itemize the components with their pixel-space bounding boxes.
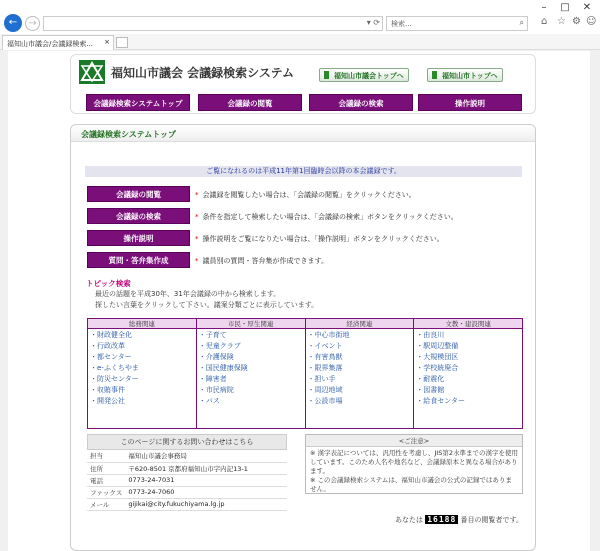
topic-link[interactable]: ・限界集落 bbox=[307, 364, 343, 372]
topic-link[interactable]: ・都センター bbox=[90, 353, 132, 361]
topic-search-title: トピック検索 bbox=[86, 279, 131, 288]
topic-link[interactable]: ・公設市場 bbox=[307, 397, 343, 405]
topic-table bbox=[87, 318, 523, 429]
notice-line-2: ※ この会議録検索システムは、福知山市議会の公式の記録ではありません。 bbox=[310, 476, 512, 493]
notice-line-1: ※ 漢字表記については、汎用性を考慮し、JIS第2水準までの漢字を使用しています。このため人名や地名など、会議録原本と異なる場合があります。 bbox=[310, 449, 518, 475]
search-input[interactable] bbox=[386, 16, 528, 31]
availability-banner: ご覧になれるのは平成11年第1回臨時会以降の本会議録です。 bbox=[85, 166, 522, 177]
address-row bbox=[0, 14, 600, 34]
topic-link[interactable]: ・有害鳥獣 bbox=[307, 353, 343, 361]
menu-search[interactable]: 会議録の検索 bbox=[309, 94, 413, 111]
favorites-icon[interactable]: ☆ bbox=[557, 16, 566, 27]
search-placeholder: 検索... bbox=[391, 20, 412, 28]
forward-button[interactable]: → bbox=[25, 16, 40, 31]
topic-link[interactable]: ・収賄事件 bbox=[90, 386, 125, 394]
council-top-link[interactable]: 福知山市議会トップへ bbox=[319, 68, 409, 82]
topic-link[interactable]: ・開発公社 bbox=[90, 397, 125, 405]
tab-close-icon[interactable]: × bbox=[104, 38, 110, 46]
section-title: 会議録検索システムトップ bbox=[71, 125, 535, 142]
contact-table bbox=[87, 434, 287, 511]
topic-link[interactable]: ・子育て bbox=[198, 331, 227, 339]
close-icon[interactable]: ✕ bbox=[582, 2, 592, 13]
topic-link[interactable]: ・大規模団区 bbox=[416, 353, 459, 361]
tab-current[interactable] bbox=[2, 35, 114, 50]
topic-description-2: 探したい言葉をクリックして下さい。議案分類ごとに表示しています。 bbox=[95, 301, 319, 309]
search-description: * 条件を指定して検索したい場合は、「会議録の検索」ボタンをクリックください。 bbox=[195, 213, 458, 221]
new-tab-button[interactable] bbox=[116, 37, 128, 48]
contact-value: 福知山市議会事務局 bbox=[125, 450, 287, 462]
contact-value: 〒620-8501 京都府福知山市字内記13-1 bbox=[125, 462, 287, 474]
gear-icon[interactable]: ⚙ bbox=[572, 16, 581, 27]
contact-key: 電話 bbox=[87, 474, 125, 486]
notice-box bbox=[305, 434, 523, 494]
city-emblem-icon bbox=[79, 60, 105, 84]
contact-title: このページに関するお問い合わせはこちら bbox=[87, 434, 287, 450]
minimize-icon[interactable]: – bbox=[541, 2, 547, 13]
refresh-icon[interactable]: ▾ ⟳ bbox=[366, 18, 380, 27]
topic-header: 経済関連 bbox=[305, 319, 414, 329]
topic-link[interactable]: ・財政健全化 bbox=[90, 331, 132, 339]
contact-value: 0773-24-7031 bbox=[125, 474, 287, 486]
topic-link[interactable]: ・図書館 bbox=[416, 386, 445, 394]
menu-system-top[interactable]: 会議録検索システムトップ bbox=[86, 94, 190, 111]
contact-value: 0773-24-7060 bbox=[125, 486, 287, 498]
topic-link[interactable]: ・バス bbox=[198, 397, 220, 405]
search-icon[interactable]: ⌕ bbox=[519, 18, 524, 27]
address-bar[interactable] bbox=[43, 16, 383, 31]
contact-key: 担当 bbox=[87, 450, 125, 462]
page bbox=[8, 51, 590, 551]
help-button[interactable]: 操作説明 bbox=[87, 230, 190, 246]
tab-title: 福知山市議会/会議録検索... bbox=[7, 40, 94, 48]
smiley-icon[interactable]: ☺ bbox=[586, 16, 597, 27]
notice-title: <ご注意> bbox=[306, 435, 522, 447]
counter-suffix: 番目の閲覧者です。 bbox=[460, 516, 523, 524]
help-description: * 操作説明をご覧になりたい場合は、「操作説明」ボタンをクリックください。 bbox=[195, 235, 444, 243]
contact-key: メール bbox=[87, 498, 125, 510]
topic-link[interactable]: ・担い手 bbox=[307, 375, 336, 383]
topic-link[interactable]: ・学校統廃合 bbox=[416, 364, 459, 372]
topic-link[interactable]: ・国民健康保険 bbox=[198, 364, 248, 372]
counter-prefix: あなたは bbox=[394, 516, 423, 524]
topic-link[interactable]: ・駅周辺整備 bbox=[416, 342, 459, 350]
topic-link[interactable]: ・介護保険 bbox=[198, 353, 234, 361]
topic-link[interactable]: ・給食センター bbox=[416, 397, 465, 405]
back-button[interactable]: ← bbox=[4, 14, 22, 32]
topic-link[interactable]: ・防災センター bbox=[90, 375, 139, 383]
menu-browse[interactable]: 会議録の閲覧 bbox=[198, 94, 302, 111]
visitor-counter bbox=[395, 515, 523, 525]
topic-description-1: 最近の話題を平成30年、31年会議録の中から検索します。 bbox=[95, 290, 281, 298]
topic-link[interactable]: ・市民病院 bbox=[198, 386, 234, 394]
topic-header: 総務関連 bbox=[88, 319, 197, 329]
city-top-link[interactable]: 福知山市トップへ bbox=[427, 68, 503, 82]
tab-strip bbox=[0, 34, 600, 50]
topic-link[interactable]: ・障害者 bbox=[198, 375, 227, 383]
topic-link[interactable]: ・周辺地域 bbox=[307, 386, 343, 394]
contact-key: 住所 bbox=[87, 462, 125, 474]
contact-key: ファックス bbox=[87, 486, 125, 498]
topic-link[interactable]: ・イベント bbox=[307, 342, 343, 350]
site-title: 福知山市議会 会議録検索システム bbox=[111, 66, 294, 80]
qa-collection-button[interactable]: 質問・答弁集作成 bbox=[87, 252, 190, 268]
topic-column-general bbox=[88, 329, 197, 429]
topic-column-economy bbox=[305, 329, 414, 429]
topic-link[interactable]: ・中心市街地 bbox=[307, 331, 350, 339]
topic-link[interactable]: ・由良川 bbox=[416, 331, 445, 339]
main-content bbox=[70, 124, 536, 551]
topic-column-welfare bbox=[196, 329, 305, 429]
topic-column-education bbox=[414, 329, 523, 429]
browse-button[interactable]: 会議録の閲覧 bbox=[87, 186, 190, 202]
qa-collection-description: * 議員別の質問・答弁集が作成できます。 bbox=[195, 257, 328, 265]
topic-header: 文教・建設関連 bbox=[414, 319, 523, 329]
topic-link[interactable]: ・e-ふくちやま bbox=[90, 364, 139, 372]
contact-email-link[interactable]: gijikai@city.fukuchiyama.lg.jp bbox=[125, 498, 287, 510]
topic-link[interactable]: ・耐震化 bbox=[416, 375, 445, 383]
topic-link[interactable]: ・行政改革 bbox=[90, 342, 125, 350]
browse-description: * 会議録を閲覧したい場合は、「会議録の閲覧」をクリックください。 bbox=[195, 191, 416, 199]
search-button[interactable]: 会議録の検索 bbox=[87, 208, 190, 224]
counter-value: 16188 bbox=[427, 515, 457, 524]
menu-help[interactable]: 操作説明 bbox=[418, 94, 522, 111]
maximize-icon[interactable]: □ bbox=[560, 2, 570, 13]
topic-header: 市民・厚生関連 bbox=[196, 319, 305, 329]
home-icon[interactable]: ⌂ bbox=[541, 16, 548, 27]
site-header bbox=[70, 54, 536, 114]
topic-link[interactable]: ・児童クラブ bbox=[198, 342, 241, 350]
